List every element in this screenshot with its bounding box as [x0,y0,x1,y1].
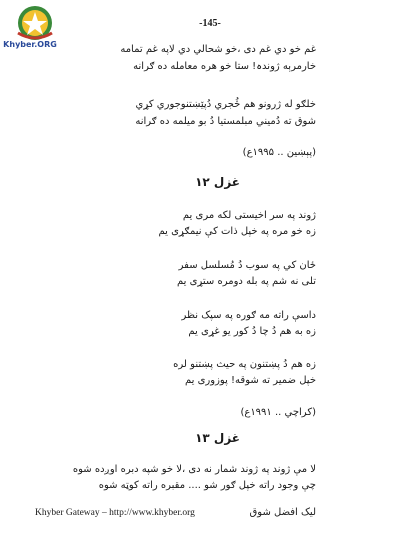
verse-line: تلی نه شم په بله دومره ستړی یم [176,276,316,287]
footer-author: لیک افضل شوق [249,507,316,518]
verse-line: لا مې ژوند په ژوند شمار نه دی ،لا خو شپه دبره اوږده شوه [72,464,316,475]
logo-text: Khyber.ORG [3,40,57,49]
verse-line: ځان کي په سوب دُ مُسلسل سفر [178,260,316,271]
verse-line: داسې راته مه ګوره په سپک نظر [181,310,316,321]
verse-line: شوق ته دُمیني مبلمستیا دُ بو میلمه ده ګرانه [135,116,316,127]
verse-line: زه به هم دُ چا دُ کور یو غړی یم [188,326,316,337]
ghazal-heading: غزل ۱۲ [195,175,240,189]
verse-line: زه هم دُ پښتنون په حیث پښتنو لره [173,359,316,370]
verse-line: زه خو مره په خپل ذات کې نیمګړی یم [158,226,316,237]
verse-line: غم خو دي غم دی ،خو شحالي دي لاپه غم تمامه [120,44,316,55]
ghazal-heading: غزل ۱۳ [195,431,240,445]
date-location: (کراچي .. ۱۹۹۱ع) [240,407,316,418]
footer-source-link[interactable]: Khyber Gateway – http://www.khyber.org [35,508,195,518]
verse-line: خلګو له ژرونو هم څُجري دُپێښتنوجوري کړي [135,99,316,110]
verse-line: ژوند په سر اخیستی لکه مری یم [182,210,316,221]
verse-line: خارمرېه ژوندہ! ستا خو هره معامله ده ګرانه [133,61,316,72]
verse-line: چې وجود راته خپل ګور شو .... مقبره راته کوټه شوه [98,480,316,491]
page-number: -145- [199,18,221,29]
date-location: (پېښين .. ۱۹۹۵ع) [242,147,316,158]
verse-line: خپل ضمیر ته شوقه! پوزوری یم [184,375,316,386]
